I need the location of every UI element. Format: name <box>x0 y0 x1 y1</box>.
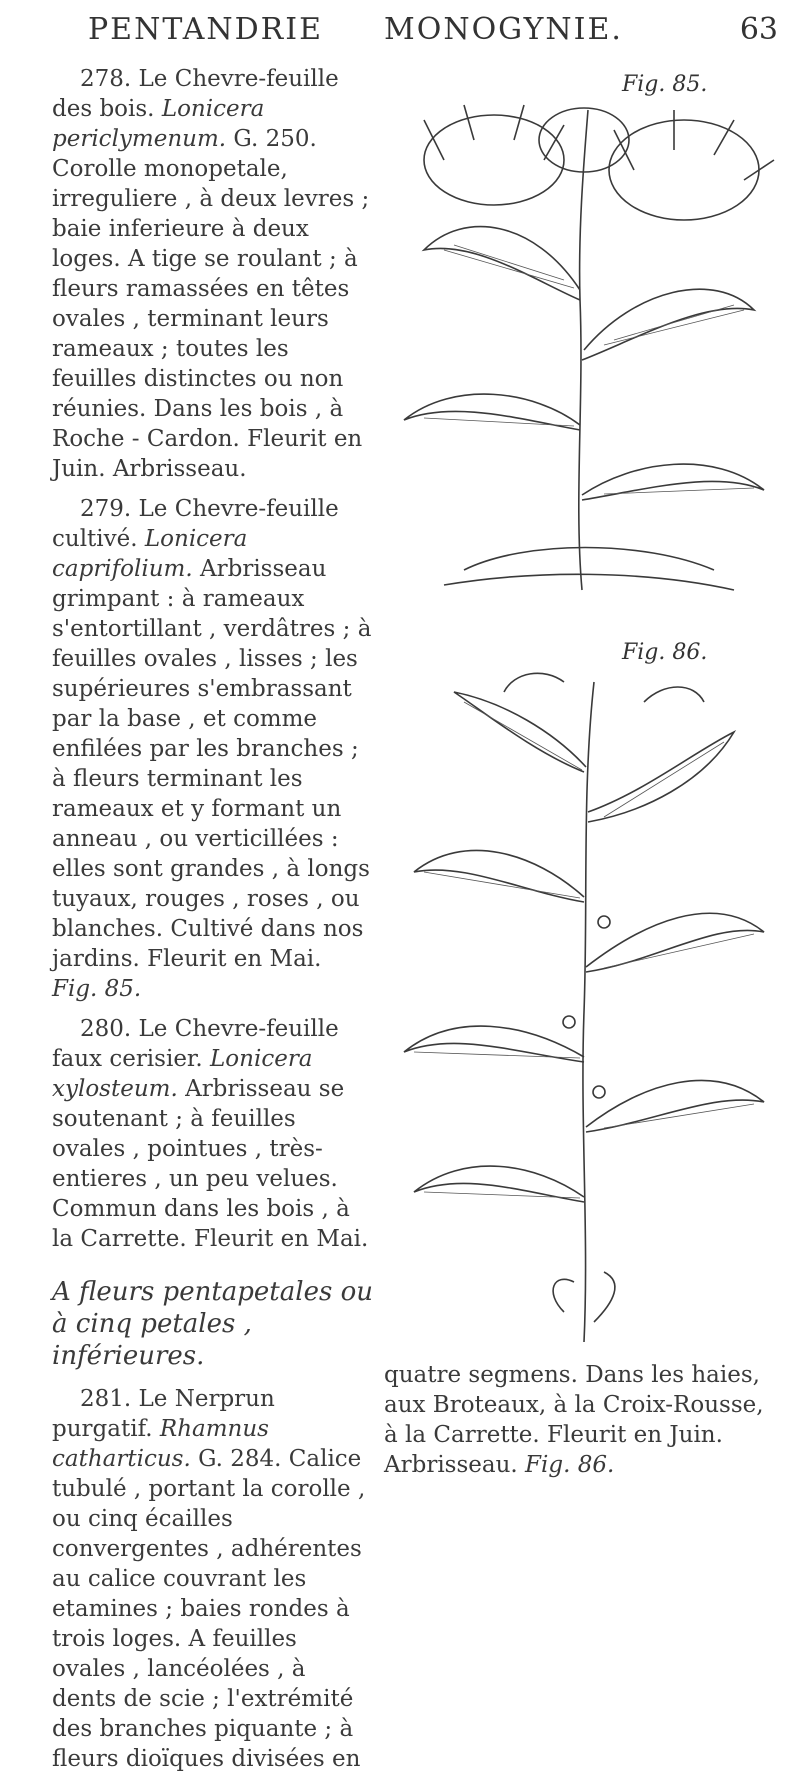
entry-title: Le Chevre-feuille cultivé. <box>52 496 339 552</box>
right-column-continuation <box>384 1360 780 1480</box>
fig86-label: Fig. 86. <box>622 640 708 665</box>
fig86-leaf-7 <box>414 1166 584 1202</box>
figure-reference: Fig. 86. <box>525 1452 615 1478</box>
latin-name: Rhamnus catharticus. <box>52 1416 269 1472</box>
fig86-leaf-2 <box>588 732 734 822</box>
fig85-stem <box>579 110 588 590</box>
fig86-leaf-5 <box>404 1026 584 1062</box>
fig85-leaf-right-2 <box>582 464 764 500</box>
entry-title: Le Chevre-feuille des bois. <box>52 66 339 122</box>
latin-name: Lonicera periclymenum. <box>52 96 265 152</box>
continuation-text: quatre segmens. Dans les haies, aux Broteaux, à la Croix-Rousse, à la Carrette. Fleurit en Juin. Arbrisseau. <box>384 1362 764 1478</box>
entry-title: Le Nerprun purgatif. <box>52 1386 275 1442</box>
entry-text: G. 250. Corolle monopetale, irreguliere , à deux levres ; baie inferieure à deux loges. A tige se roulant ; à fleurs ramassées en têtes ovales , terminant leurs rameaux ; toutes les feuilles distinctes ou non réunies. Dans les bois , à Roche - Cardon. Fleurit en Juin. Arbrisseau. <box>52 126 370 482</box>
entry-278 <box>52 64 374 484</box>
fig85-ground <box>444 548 734 591</box>
fig85-engraving <box>384 100 780 600</box>
fig86-leaf-4 <box>586 913 764 972</box>
figure-reference: Fig. 85. <box>52 976 142 1002</box>
header-left: PENTANDRIE <box>88 12 324 47</box>
entry-280 <box>52 1014 374 1254</box>
entry-number: 280. <box>80 1016 132 1042</box>
entry-text: Arbrisseau grimpant : à rameaux s'entortillant , verdâtres ; à feuilles ovales , lisses ; les supérieures s'embrassant par la base , et comme enfilées par les branches ; à fleurs terminant les rameaux et y formant un anneau , ou verticillées : elles sont grandes , à longs tuyaux, rouges , roses , ou blanches. Cultivé dans nos jardins. Fleurit en Mai. <box>52 556 372 972</box>
fig86-stem <box>583 682 594 1342</box>
section-heading: A fleurs pentapetales ou à cinq petales , inférieures. <box>52 1277 373 1371</box>
entry-number: 278. <box>80 66 132 92</box>
latin-name: Lonicera xylosteum. <box>52 1046 313 1102</box>
fig86-leaf-1 <box>454 692 586 772</box>
left-column <box>52 64 374 1784</box>
fig85-flower-head-right <box>609 120 759 220</box>
fig85-flower-head-left <box>424 115 564 205</box>
entry-number: 281. <box>80 1386 132 1412</box>
entry-279 <box>52 494 374 1004</box>
entry-281 <box>52 1384 374 1774</box>
header-right: MONOGYNIE. <box>384 12 623 47</box>
entry-number: 279. <box>80 496 132 522</box>
page-header <box>88 12 778 56</box>
latin-name: Lonicera caprifolium. <box>52 526 248 582</box>
entry-text: G. 284. Calice tubulé , portant la corolle , ou cinq écailles convergentes , adhérentes au calice couvrant les etamines ; baies rondes à trois loges. A feuilles ovales , lancéolées , à dents de scie ; l'extrémité des branches piquante ; à fleurs dioïques divisées en <box>52 1446 366 1772</box>
fig86-engraving <box>384 672 780 1352</box>
entry-title: Le Chevre-feuille faux cerisier. <box>52 1016 339 1072</box>
fig85-leaf-left <box>424 227 580 300</box>
fig86-leaf-6 <box>586 1080 764 1132</box>
fig85-label: Fig. 85. <box>622 72 708 97</box>
page-number: 63 <box>739 12 778 47</box>
entry-text: Arbrisseau se soutenant ; à feuilles ovales , pointues , très-entieres , un peu velues. Commun dans les bois , à la Carrette. Fleurit en Mai. <box>52 1076 369 1252</box>
